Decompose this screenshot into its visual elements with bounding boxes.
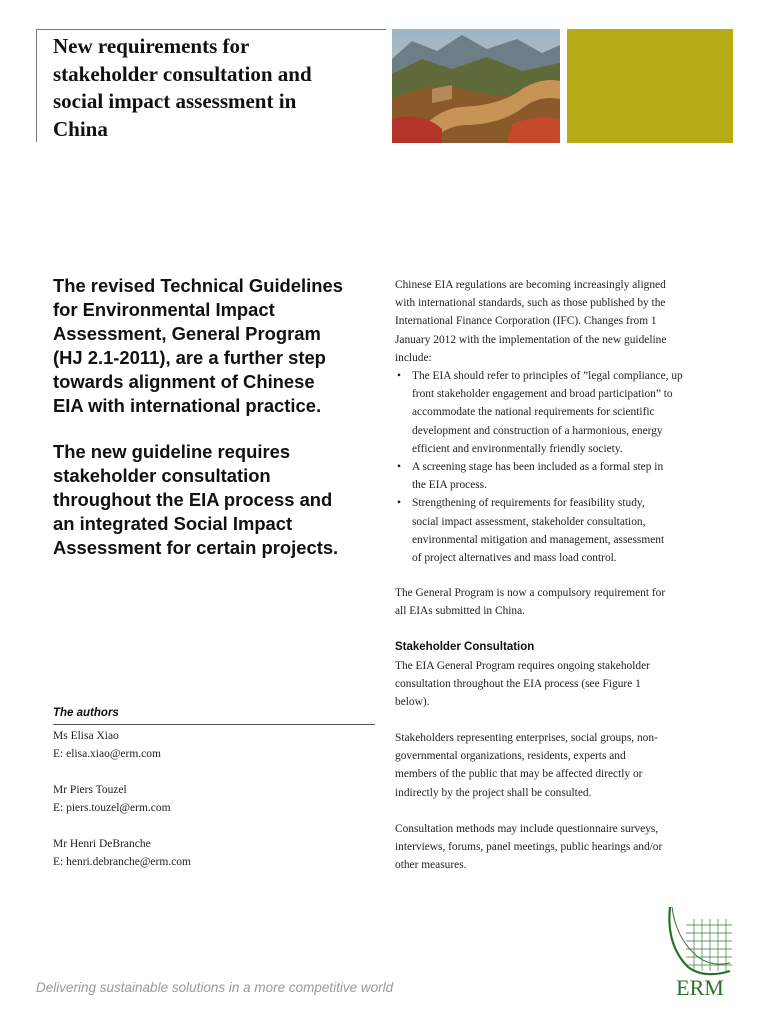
author-email[interactable]: E: henri.debranche@erm.com: [53, 856, 191, 868]
author-name: Mr Piers Touzel: [53, 784, 127, 796]
accent-block: [567, 29, 733, 143]
text-line: The EIA should refer to principles of ”legal compliance, up: [412, 370, 683, 382]
lead-line: towards alignment of Chinese: [53, 371, 315, 392]
lead-line: EIA with international practice.: [53, 395, 322, 416]
bullet-icon: •: [397, 370, 401, 382]
lead-line: The revised Technical Guidelines: [53, 275, 343, 296]
list-item: [395, 494, 725, 567]
stakeholders-paragraph: [395, 729, 725, 802]
text-line: social impact assessment, stakeholder consultation,: [412, 515, 646, 528]
text-line: consultation throughout the EIA process (see Figure 1: [395, 678, 641, 691]
author-name: Ms Elisa Xiao: [53, 730, 119, 742]
text-line: the EIA process.: [412, 479, 487, 492]
text-line: members of the public that may be affected directly or: [395, 768, 643, 781]
text-line: A screening stage has been included as a formal step in: [412, 461, 664, 474]
text-line: development and construction of a harmonious, energy: [412, 424, 663, 437]
text-line: indirectly by the project shall be consulted.: [395, 786, 592, 799]
page-title-line: New requirements for: [53, 34, 250, 58]
text-line: The EIA General Program requires ongoing stakeholder: [395, 660, 650, 672]
text-line: governmental organizations, residents, experts and: [395, 750, 626, 763]
text-line: all EIAs submitted in China.: [395, 605, 526, 618]
text-line: accommodate the national requirements for scientific: [412, 406, 655, 419]
lead-line: throughout the EIA process and: [53, 489, 333, 510]
great-wall-photo: [392, 29, 560, 143]
author-email[interactable]: E: elisa.xiao@erm.com: [53, 748, 161, 760]
intro-paragraph: [395, 276, 725, 367]
lead-paragraph-2: [53, 440, 375, 560]
text-line: Strengthening of requirements for feasibility study,: [412, 497, 645, 510]
lead-line: The new guideline requires: [53, 441, 291, 462]
erm-logo-icon: [664, 905, 736, 999]
lead-line: an integrated Social Impact: [53, 513, 293, 534]
lead-line: Assessment, General Program: [53, 323, 321, 344]
page-title: [53, 33, 383, 143]
lead-line: stakeholder consultation: [53, 465, 271, 486]
title-left-rule: [36, 29, 37, 142]
bullet-icon: •: [397, 497, 401, 510]
text-line: with international standards, such as those published by the: [395, 297, 666, 310]
author-email[interactable]: E: piers.touzel@erm.com: [53, 802, 171, 814]
text-line: The General Program is now a compulsory requirement for: [395, 587, 666, 599]
bullet-icon: •: [397, 461, 401, 474]
text-line: January 2012 with the implementation of the new guideline: [395, 333, 667, 346]
text-line: interviews, forums, panel meetings, public hearings and/or: [395, 841, 663, 854]
text-line: Stakeholders representing enterprises, social groups, non-: [395, 732, 658, 744]
text-line: Consultation methods may include questionnaire surveys,: [395, 823, 659, 835]
lead-line: for Environmental Impact: [53, 299, 275, 320]
erm-logo: [664, 905, 736, 999]
general-program-paragraph: [395, 584, 725, 620]
page-title-line: social impact assessment in: [53, 89, 297, 113]
page-title-line: stakeholder consultation and: [53, 61, 312, 86]
title-top-rule: [36, 29, 386, 30]
text-line: environmental mitigation and management, assessment: [412, 533, 665, 546]
logo-text: ERM: [676, 975, 724, 999]
text-line: below).: [395, 696, 430, 709]
text-line: efficient and environmentally friendly society.: [412, 442, 623, 455]
page-title-line: China: [53, 116, 108, 141]
text-line: other measures.: [395, 859, 467, 872]
consultation-paragraph: [395, 657, 725, 712]
section-heading: Stakeholder Consultation: [395, 641, 535, 653]
changes-list: [395, 367, 725, 567]
text-line: of project alternatives and mass load control.: [412, 552, 617, 565]
list-item: [395, 367, 725, 458]
authors-divider: [53, 724, 375, 725]
methods-paragraph: [395, 820, 725, 875]
lead-line: Assessment for certain projects.: [53, 537, 339, 558]
text-line: include:: [395, 351, 432, 364]
text-line: Chinese EIA regulations are becoming increasingly aligned: [395, 279, 666, 291]
text-line: International Finance Corporation (IFC). Changes from 1: [395, 315, 657, 328]
list-item: [395, 458, 725, 494]
footer-tagline: Delivering sustainable solutions in a more competitive world: [36, 980, 394, 995]
text-line: front stakeholder engagement and broad participation” to: [412, 388, 673, 401]
lead-paragraph-1: [53, 274, 375, 418]
authors-heading: The authors: [53, 707, 119, 719]
author-name: Mr Henri DeBranche: [53, 838, 151, 850]
lead-line: (HJ 2.1-2011), are a further step: [53, 347, 326, 368]
